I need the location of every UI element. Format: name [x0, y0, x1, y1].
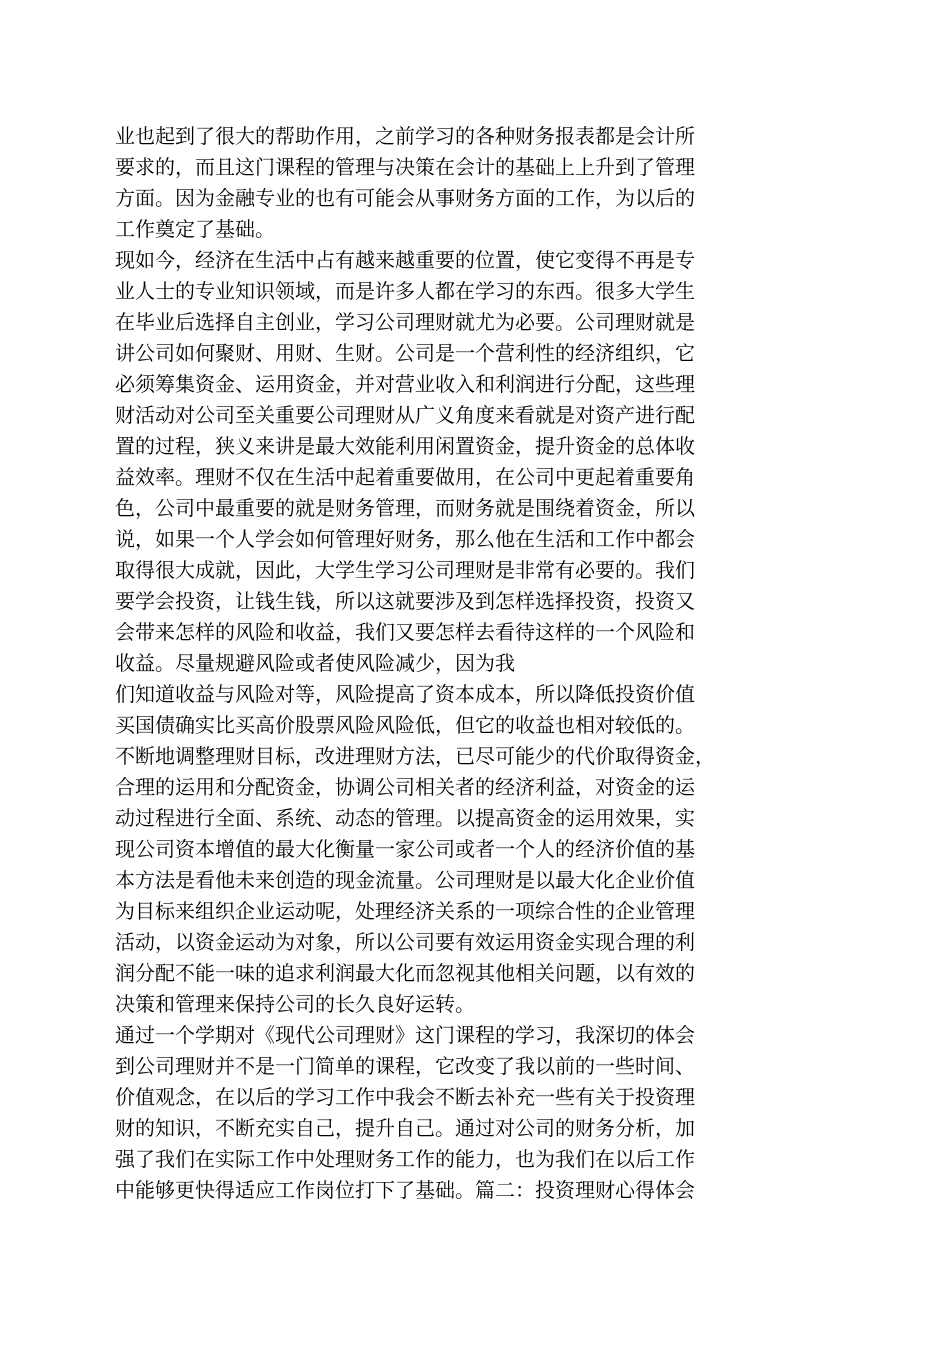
text-line: 业也起到了很大的帮助作用，之前学习的各种财务报表都是会计所	[115, 124, 695, 148]
text-line: 现如今，经济在生活中占有越来越重要的位置，使它变得不再是专	[115, 248, 695, 272]
text-line: 合理的运用和分配资金，协调公司相关者的经济利益，对资金的运	[115, 775, 695, 799]
text-line: 决策和管理来保持公司的长久良好运转。	[115, 992, 475, 1016]
text-line: 们知道收益与风险对等，风险提高了资本成本，所以降低投资价值	[115, 682, 695, 706]
text-line: 财的知识，不断充实自己，提升自己。通过对公司的财务分析，加	[115, 1116, 695, 1140]
text-line: 润分配不能一味的追求利润最大化而忽视其他相关问题，以有效的	[115, 961, 695, 985]
text-line: 色，公司中最重要的就是财务管理，而财务就是围绕着资金，所以	[115, 496, 695, 520]
text-line: 到公司理财并不是一门简单的课程，它改变了我以前的一些时间、	[115, 1054, 695, 1078]
text-line: 收益。尽量规避风险或者使风险减少，因为我	[115, 651, 515, 675]
text-line: 说，如果一个人学会如何管理好财务，那么他在生活和工作中都会	[115, 527, 695, 551]
body-text	[115, 121, 815, 1206]
text-line: 必须筹集资金、运用资金，并对营业收入和利润进行分配，这些理	[115, 372, 695, 396]
text-line: 要求的，而且这门课程的管理与决策在会计的基础上上升到了管理	[115, 155, 695, 179]
text-line: 强了我们在实际工作中处理财务工作的能力，也为我们在以后工作	[115, 1147, 695, 1171]
text-line: 要学会投资，让钱生钱，所以这就要涉及到怎样选择投资，投资又	[115, 589, 695, 613]
text-line: 会带来怎样的风险和收益，我们又要怎样去看待这样的一个风险和	[115, 620, 695, 644]
text-line: 工作奠定了基础。	[115, 217, 275, 241]
text-line: 动过程进行全面、系统、动态的管理。以提高资金的运用效果，实	[115, 806, 695, 830]
text-line: 业人士的专业知识领域，而是许多人都在学习的东西。很多大学生	[115, 279, 695, 303]
text-line: 价值观念，在以后的学习工作中我会不断去补充一些有关于投资理	[115, 1085, 695, 1109]
text-line: 置的过程，狭义来讲是最大效能利用闲置资金，提升资金的总体收	[115, 434, 695, 458]
text-line: 活动，以资金运动为对象，所以公司要有效运用资金实现合理的利	[115, 930, 695, 954]
text-line: 不断地调整理财目标，改进理财方法，已尽可能少的代价取得资金，	[115, 744, 715, 768]
text-line: 为目标来组织企业运动呢，处理经济关系的一项综合性的企业管理	[115, 899, 695, 923]
text-line: 益效率。理财不仅在生活中起着重要做用，在公司中更起着重要角	[115, 465, 695, 489]
text-line: 在毕业后选择自主创业，学习公司理财就尤为必要。公司理财就是	[115, 310, 695, 334]
text-line: 本方法是看他未来创造的现金流量。公司理财是以最大化企业价值	[115, 868, 695, 892]
text-line: 方面。因为金融专业的也有可能会从事财务方面的工作，为以后的	[115, 186, 695, 210]
text-line: 通过一个学期对《现代公司理财》这门课程的学习，我深切的体会	[115, 1023, 695, 1047]
text-line: 财活动对公司至关重要公司理财从广义角度来看就是对资产进行配	[115, 403, 695, 427]
text-line: 买国债确实比买高价股票风险风险低，但它的收益也相对较低的。	[115, 713, 695, 737]
text-line: 讲公司如何聚财、用财、生财。公司是一个营利性的经济组织，它	[115, 341, 695, 365]
text-line: 现公司资本增值的最大化衡量一家公司或者一个人的经济价值的基	[115, 837, 695, 861]
text-line: 中能够更快得适应工作岗位打下了基础。篇二：投资理财心得体会	[115, 1178, 695, 1202]
text-line: 取得很大成就，因此，大学生学习公司理财是非常有必要的。我们	[115, 558, 695, 582]
